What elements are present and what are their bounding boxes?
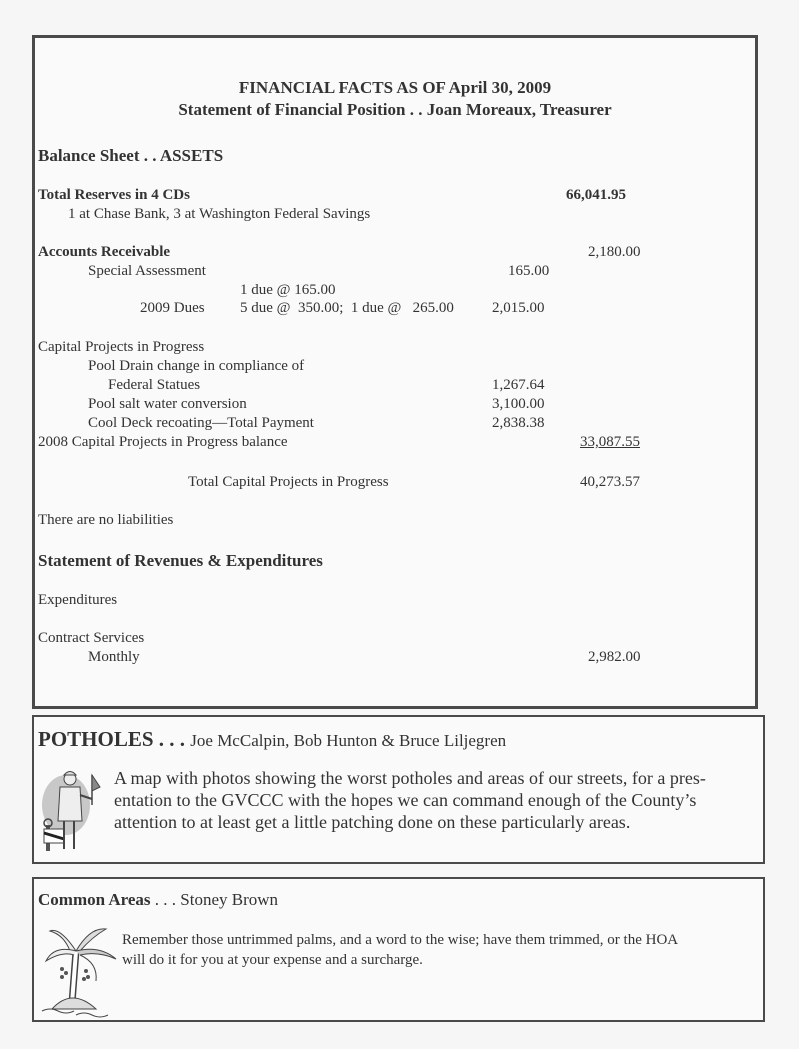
total-capital-label: Total Capital Projects in Progress: [188, 474, 389, 490]
financial-title: FINANCIAL FACTS AS OF April 30, 2009: [238, 78, 552, 97]
monthly-label: Monthly: [88, 649, 140, 665]
common-areas-box: [32, 877, 765, 1022]
common-areas-heading: Common Areas: [38, 890, 151, 909]
receivable-label: Accounts Receivable: [38, 244, 171, 260]
common-areas-body: [122, 930, 678, 970]
capital-item-amount: 1,267.64: [492, 377, 545, 393]
reserves-label: Total Reserves in 4 CDs: [38, 187, 190, 203]
monthly-amount: 2,982.00: [588, 649, 641, 665]
financial-subtitle: Statement of Financial Position . . Joan Moreaux, Treasurer: [178, 100, 612, 119]
liabilities-note: There are no liabilities: [38, 512, 174, 528]
total-capital-amount: 40,273.57: [580, 474, 640, 490]
capital-item: Pool Drain change in compliance of: [88, 358, 305, 374]
potholes-box: [32, 715, 765, 864]
prior-capital-label: 2008 Capital Projects in Progress balance: [38, 434, 288, 450]
contract-services-label: Contract Services: [38, 630, 145, 646]
potholes-line: A map with photos showing the worst potholes and areas of our streets, for a pres-: [114, 768, 706, 788]
prior-capital-amount: 33,087.55: [580, 434, 640, 450]
financial-facts-box: [32, 35, 758, 709]
revenues-heading: Statement of Revenues & Expenditures: [38, 551, 323, 570]
common-areas-line: Remember those untrimmed palms, and a word to the wise; have them trimmed, or the HOA: [122, 932, 679, 948]
common-areas-line: will do it for you at your expense and a surcharge.: [122, 952, 423, 968]
dues-label: 2009 Dues: [140, 300, 205, 316]
potholes-heading-line: [38, 727, 506, 753]
capital-item: Pool salt water conversion: [88, 396, 247, 412]
dues-amount: 2,015.00: [492, 300, 545, 316]
potholes-authors: Joe McCalpin, Bob Hunton & Bruce Liljegren: [190, 731, 507, 750]
special-assessment-amount: 165.00: [508, 263, 550, 279]
capital-label: Capital Projects in Progress: [38, 339, 205, 355]
potholes-line: entation to the GVCCC with the hopes we can command enough of the County’s: [114, 790, 697, 810]
capital-item: Cool Deck recoating—Total Payment: [88, 415, 314, 431]
worker-with-flag-icon: [36, 765, 108, 857]
potholes-body: [114, 767, 706, 833]
expenditures-label: Expenditures: [38, 592, 118, 608]
receivable-amount: 2,180.00: [588, 244, 641, 260]
special-assessment-detail: 1 due @ 165.00: [240, 282, 336, 298]
common-areas-author: Stoney Brown: [180, 890, 279, 909]
reserves-note: 1 at Chase Bank, 3 at Washington Federal Savings: [68, 206, 371, 222]
special-assessment-label: Special Assessment: [88, 263, 206, 279]
reserves-amount: 66,041.95: [566, 187, 626, 203]
capital-item-amount: 3,100.00: [492, 396, 545, 412]
common-areas-heading-line: [38, 890, 278, 910]
palm-tree-icon: [40, 921, 120, 1019]
balance-sheet-heading: Balance Sheet . . ASSETS: [38, 146, 224, 165]
dues-detail: 5 due @ 350.00; 1 due @ 265.00: [240, 300, 454, 316]
capital-item-amount: 2,838.38: [492, 415, 545, 431]
potholes-heading: POTHOLES . . .: [38, 727, 186, 751]
common-areas-separator: . . .: [150, 890, 177, 909]
capital-item: Federal Statues: [108, 377, 201, 393]
potholes-line: attention to at least get a little patching done on these particularly areas.: [114, 812, 631, 832]
